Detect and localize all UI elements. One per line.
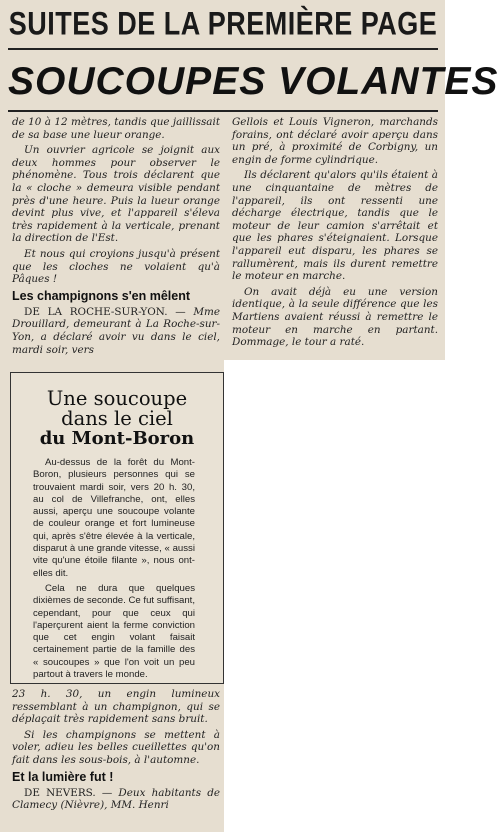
- right-paragraph: Gellois et Louis Vigneron, marchands forains, ont déclaré avoir aperçu dans un pré, à proximité de Corbigny, un engin de forme cylindrique.: [232, 116, 438, 166]
- box-title-line: Une soucoupe: [46, 387, 188, 410]
- subhead-champignons: Les champignons s'en mêlent: [12, 288, 191, 303]
- box-title-line: dans le ciel: [61, 407, 173, 430]
- box-title: [11, 389, 223, 449]
- left-paragraph: Un ouvrier agricole se joignit aux deux hommes pour observer le phénomène. Tous trois déclarent que la « cloche » demeura visible pendant près d'une heure. Puis la lueur orange devint plus vive, et l'appareil s'éleva très rapidement à la verticale, prenant la direction de l'Est.: [12, 144, 220, 245]
- section-title: SUITES DE LA PREMIÈRE PAGE: [8, 5, 438, 42]
- left-paragraph: Et nous qui croyions jusqu'à présent que les cloches ne volaient qu'à Pâques !: [12, 247, 220, 286]
- dateline-roche-sur-yon: DE LA ROCHE-SUR-YON. —: [24, 305, 186, 318]
- bottom-paragraph: 23 h. 30, un engin lumineux ressemblant à un champignon, qui se déplaçait très rapidement sans bruit.: [12, 688, 220, 726]
- dateline-nevers: DE NEVERS. —: [24, 786, 113, 799]
- bottom-paragraph: Si les champignons se mettent à voler, adieu les belles cueillettes qu'on fait dans les sous-bois, à l'automne.: [12, 728, 220, 766]
- right-paragraph: Ils déclarent qu'alors qu'ils étaient à une cinquantaine de mètres de l'appareil, ils ont ressenti une décharge électrique, tandis que le moteur de leur camion s'arrêtait et que les phares s'éteignaient. Lorsque l'appareil eut disparu, les phares se rallumèrent, mais ils durent remettre le moteur en marche.: [232, 169, 438, 283]
- box-title-line: du Mont-Boron: [39, 428, 195, 449]
- right-column: [232, 116, 438, 352]
- box-body: [33, 457, 195, 684]
- subhead-lumiere: Et la lumière fut !: [12, 769, 114, 784]
- header-rule-top: [8, 48, 438, 50]
- boxed-article: [10, 372, 224, 684]
- box-paragraph: Cela ne dura que quelques dixièmes de seconde. Ce fut suffisant, cependant, pour que ceux qui l'aperçurent aient la ferme conviction que cet engin volant faisait certainement partie de la famille des « soucoupes » que l'on voit un peu partout à travers le monde.: [33, 582, 195, 681]
- left-column: [12, 116, 220, 359]
- bottom-paragraph: Deux habitants de Clamecy (Nièvre), MM. Henri: [12, 786, 220, 812]
- box-paragraph: Au-dessus de la forêt du Mont-Boron, plusieurs personnes qui se trouvaient mardi soir, vers 20 h. 30, au col de Villefranche, ont, elles aussi, aperçu une soucoupe volante de couleur orange et fort lumineuse qui, après s'être élevée à la verticale, disparut à une grande vitesse, « aussi vite qu'une étoile filante », nous ont-elles dit.: [33, 457, 195, 579]
- headline: SOUCOUPES VOLANTES: [8, 60, 498, 103]
- left-paragraph: de 10 à 12 mètres, tandis que jaillissait de sa base une lueur orange.: [12, 116, 220, 141]
- blank-strip: [0, 832, 445, 836]
- blank-area: [224, 360, 445, 836]
- left-paragraph: Mme Drouillard, demeurant à La Roche-sur-Yon, a déclaré avoir vu dans le ciel, mardi soir, vers: [12, 305, 220, 356]
- right-paragraph: On avait déjà eu une version identique, à la seule différence que les Martiens avaient réussi à remettre le moteur en marche en partant. Dommage, le tour a raté.: [232, 285, 438, 349]
- bottom-column: [12, 688, 220, 815]
- header-rule-bottom: [8, 110, 438, 112]
